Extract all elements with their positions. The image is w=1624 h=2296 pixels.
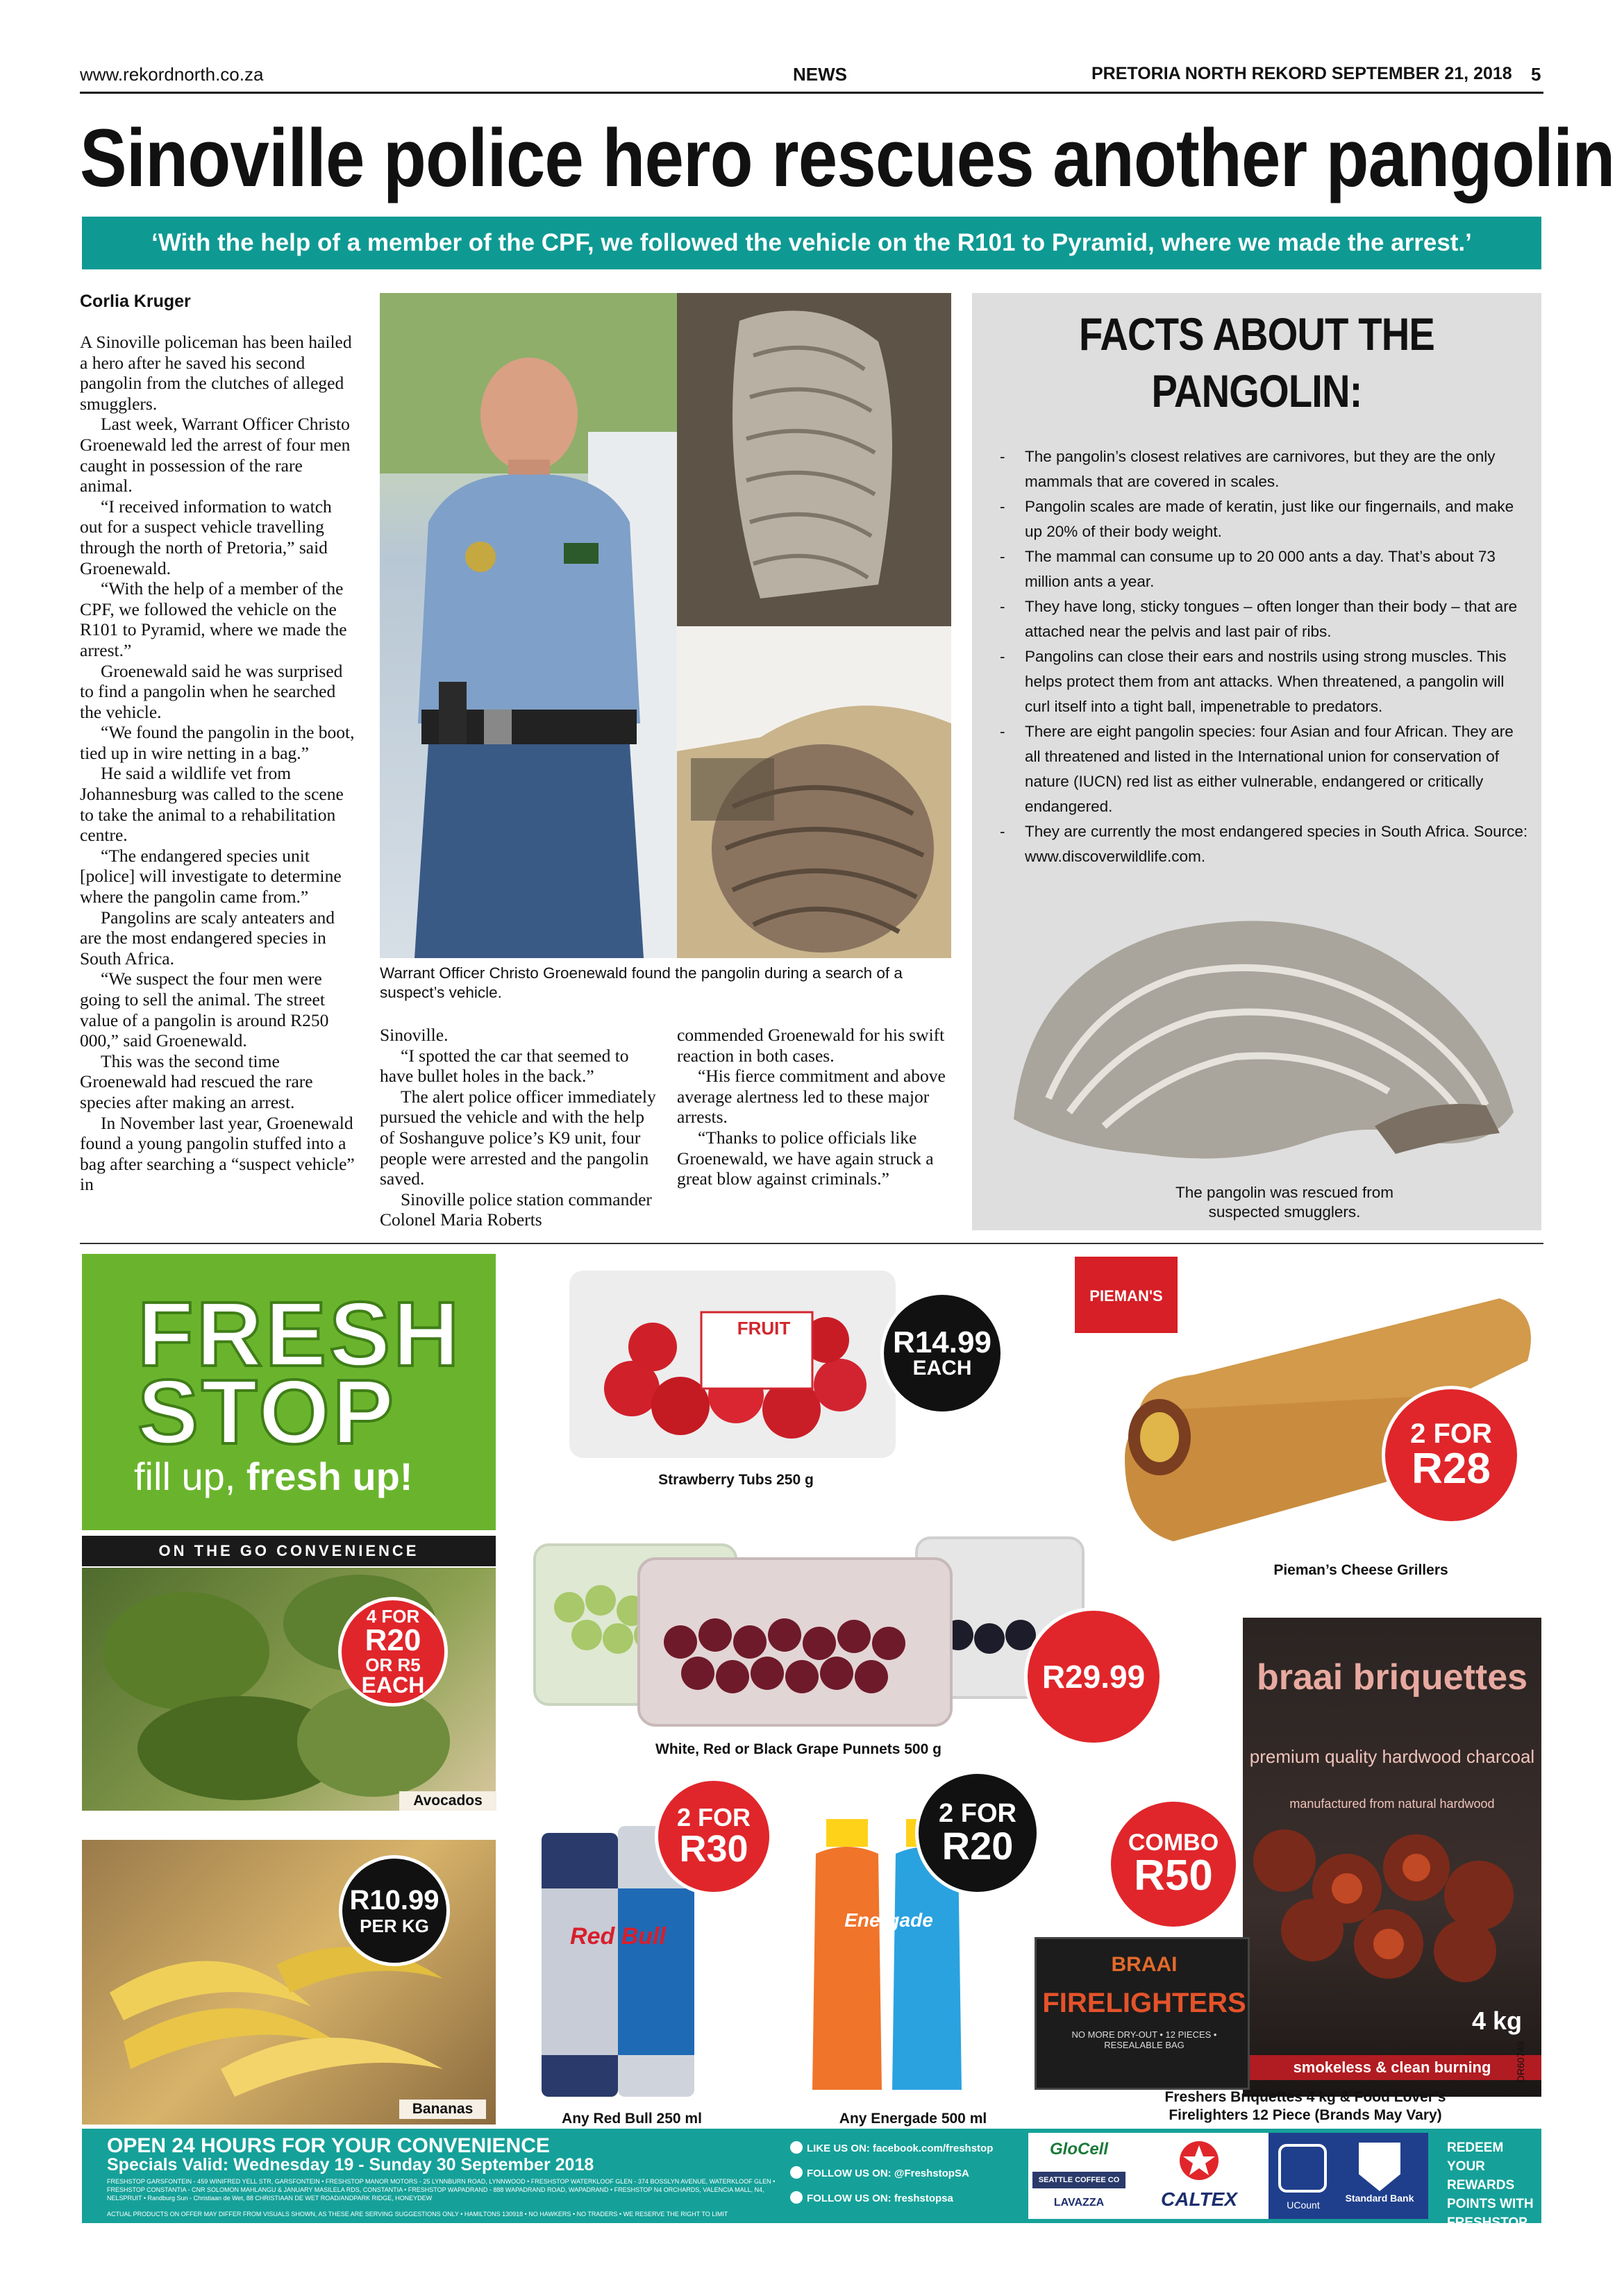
briquettes-bottom-band: smokeless & clean burning [1243,2055,1541,2080]
paragraph: “We suspect the four men were going to sell the animal. The street value of a pangolin is around R250 000,” said Groenewald. [80,969,329,1051]
redbull-price-badge: 2 FOR R30 [655,1777,773,1895]
briquettes-title: braai briquettes [1256,1657,1528,1698]
ucount-icon [1278,2144,1327,2193]
pangolin-in-bag-photo-2 [677,626,951,958]
banana-price-badge: R10.99 PER KG [339,1855,450,1966]
paragraph: “I spotted the car that seemed to have bullet holes in the back.” [380,1045,629,1087]
officer-illustration [380,293,677,958]
lavazza-logo: LAVAZZA [1053,2197,1105,2209]
strawberry-illustration [569,1271,896,1458]
footer-open-hours: OPEN 24 HOURS FOR YOUR CONVENIENCE [107,2134,550,2157]
energade-price-badge: 2 FOR R20 [915,1770,1040,1895]
pangolin-net-illustration [677,626,951,958]
tagline: fill up, fresh up! [134,1455,413,1498]
instagram-icon [790,2191,803,2204]
fact-item: - They are currently the most endangered species in South Africa. Source: www.discoverwildlife.com. [1000,823,1528,865]
photo-caption: Warrant Officer Christo Groenewald found the pangolin during a search of a suspect’s vehicle. [380,964,903,1001]
briquettes-weight: 4 kg [1472,2006,1523,2035]
avocado-illustration [82,1568,496,1811]
paragraph: “I received information to watch out for a suspect vehicle travelling through the north of Pretoria,” said Groenewald. [80,496,332,578]
briquettes-subtitle: premium quality hardwood charcoal [1249,1746,1535,1767]
briquettes-bag [1243,1618,1541,2097]
paragraph: “We found the pangolin in the boot, tied up in wire netting in a bag.” [80,722,355,763]
pieman-price-badge: 2 FOR R28 [1382,1386,1521,1525]
paragraph: The alert police officer immediately pursued the vehicle and with the help of Soshanguve police’s K9 unit, four people were arrested and the pangolin saved. [380,1086,656,1189]
paragraph: A Sinoville policeman has been hailed a hero after he saved his second pangolin from the clutches of alleged smugglers. [80,332,352,414]
officer-photo [380,293,677,958]
paper-date: PRETORIA NORTH REKORD SEPTEMBER 21, 2018 [1091,64,1512,83]
on-the-go-banner: ON THE GO CONVENIENCE [82,1536,496,1566]
avocado-photo [82,1568,496,1811]
section-rule [80,1243,1543,1244]
fact-item: - Pangolin scales are made of keratin, just like our fingernails, and make up 20% of their body weight. [1000,498,1514,540]
website-url[interactable]: www.rekordnorth.co.za [80,64,264,85]
fact-item: - There are eight pangolin species: four Asian and four African. They are all threatened and listed in the International union for conservation of nature (IUCN) red list as either vulnerable, endangered or critically endangered. [1000,723,1514,815]
strawberry-label: Strawberry Tubs 250 g [658,1472,814,1488]
freshstop-logo: FRESH STOP [137,1283,462,1463]
article-column-3 [677,1025,955,1189]
paragraph: In November last year, Groenewald found a young pangolin stuffed into a bag after searching a “suspect vehicle” in [80,1112,355,1195]
twitter-link[interactable]: FOLLOW US ON: @FreshstopSA [790,2166,969,2179]
paragraph: “With the help of a member of the CPF, we followed the vehicle on the R101 to Pyramid, where we made the arrest.” [80,578,347,660]
avocado-label: Avocados [399,1791,496,1811]
paragraph: Groenewald said he was surprised to find a pangolin when he searched the vehicle. [80,660,343,722]
fact-item: - They have long, sticky tongues – often longer than their body – that are attached near the pelvis and last pair of ribs. [1000,598,1518,640]
fact-item: - The mammal can consume up to 20 000 ants a day. That’s about 73 million ants a year. [1000,548,1496,590]
paragraph: Last week, Warrant Officer Christo Groenewald led the arrest of four men caught in possession of the rare animal. [80,414,351,496]
strawberry-price-badge: R14.99 EACH [880,1291,1004,1415]
footer-addresses: FRESHSTOP GARSFONTEIN - 459 WINIFRED YELL STR, GARSFONTEIN • FRESHSTOP MANOR MOTORS - 25 LYNNBURN ROAD, LYNNWOOD • FRESHSTOP WATERKLOOF GLEN - 374 BOSSLYN AVENUE, WATERKLOOF GLEN • FRESHSTOP CONSTANTIA - CNR SOLOMON MAHLANGU & JANUARY MASILELA RDS, CONSTANTIA • FRESHSTOP WAPADRAND - 888 WAPADRAND ROAD, WAPADRAND • FRESHSTOP N4 ORCHARDS, VALENCIA MALL, N4, NELSPRUIT • Randburg Sun - Christiaan de Wet, 88 CHRISTIAAN DE WET ROAD/ANDPARK RIDGE, HONEYDEW [107,2178,776,2202]
ad-code: OR60749 [1515,2041,1526,2083]
firelighters-note: NO MORE DRY-OUT • 12 PIECES • RESEALABLE BAG [1071,2029,1217,2050]
paragraph: “The endangered species unit [police] will investigate to determine where the pangolin came from.” [80,845,342,907]
footer-specials: Specials Valid: Wednesday 19 - Sunday 30 September 2018 [107,2155,594,2175]
paragraph: “Thanks to police officials like Groenewald, we have again struck a great blow against criminals.” [677,1127,934,1189]
header-rule [80,92,1543,94]
partner-logos-panel [1028,2133,1130,2219]
article-column-2 [380,1025,658,1230]
ucount-standard-bank-panel [1269,2133,1428,2219]
combo-price-badge: COMBO R50 [1107,1798,1239,1930]
byline: Corlia Kruger [80,292,191,311]
avocado-price-badge: 4 FOR R20 OR R5 EACH [338,1597,448,1707]
page-number: 5 [1531,64,1541,85]
fact-item: - Pangolins can close their ears and nostrils using strong muscles. This helps protect them from ant attacks. When threatened, a pangolin will curl itself into a tight ball, impenetrable to predators. [1000,648,1507,715]
paragraph: This was the second time Groenewald had rescued the rare species after making an arrest. [80,1050,313,1112]
energade-label: Any Energade 500 ml [839,2111,987,2127]
facts-list [1000,444,1531,869]
pull-quote-bar: ‘With the help of a member of the CPF, we followed the vehicle on the R101 to Pyramid, where we made the arrest.’ [82,217,1541,269]
freshstop-logo-panel [82,1254,496,1530]
pangolin-caption: The pangolin was rescued from suspected smugglers. [1175,1184,1393,1221]
instagram-link[interactable]: FOLLOW US ON: freshstopsa [790,2191,953,2204]
redbull-label: Any Red Bull 250 ml [562,2111,702,2127]
standard-bank-logo: Standard Bank [1345,2193,1414,2204]
facebook-icon [790,2141,803,2154]
standard-bank-shield-icon [1359,2143,1400,2191]
caltex-logo: CALTEX [1161,2188,1237,2210]
paragraph: Sinoville. [380,1025,449,1045]
redeem-rewards-text: REDEEM YOUR REWARDS POINTS WITH FRESHSTOP AT CALTEX. [1447,2140,1534,2249]
seattle-coffee-logo: SEATTLE COFFEE CO [1032,2172,1125,2188]
facebook-link[interactable]: LIKE US ON: facebook.com/freshstop [790,2141,993,2154]
redbull-can-text: Red Bull [570,1923,666,1950]
pangolin-in-bag-photo-1 [677,293,951,626]
strawberry-pack-label: FRUIT [737,1318,791,1339]
article-column-1 [80,332,358,1195]
grape-photo [528,1517,1090,1732]
firelighters-brand: BRAAI [1111,1953,1178,1976]
grape-label: White, Red or Black Grape Punnets 500 g [655,1741,941,1757]
briquettes-note: manufactured from natural hardwood [1289,1797,1495,1811]
ad-footer [82,2129,1541,2249]
firelighters-title: FIRELIGHTERS [1042,1988,1246,2018]
energade-bottle-text: Energade [844,1909,933,1931]
paragraph: He said a wildlife vet from Johannesburg was called to the scene to take the animal to a rehabilitation centre. [80,763,344,846]
caltex-star-icon [1178,2140,1220,2181]
section-label: NEWS [793,64,847,85]
paragraph: “His fierce commitment and above average alertness led to these major arrests. [677,1066,946,1128]
facts-title: FACTS ABOUT THE PANGOLIN: [1079,308,1434,417]
grape-price-badge: R29.99 [1024,1607,1163,1746]
grape-illustration [528,1517,1090,1732]
strawberry-photo [569,1271,896,1458]
briquettes-label: Freshers Briquettes 4 kg & Food Lover’s Firelighters 12 Piece (Brands May Vary) [1164,2089,1446,2123]
paragraph: Pangolins are scaly anteaters and are the most endangered species in South Africa. [80,907,335,969]
footer-disclaimer: ACTUAL PRODUCTS ON OFFER MAY DIFFER FROM VISUALS SHOWN, AS THESE ARE SERVING SUGGESTIONS ONLY • HAMILTONS 130918 • NO HAWKERS • NO TRADERS • WE RESERVE THE RIGHT TO LIMIT [107,2211,728,2218]
pieman-label: Pieman’s Cheese Grillers [1273,1562,1448,1578]
headline: Sinoville police hero rescues another pangolin [80,112,1615,204]
ucount-logo: UCount [1287,2199,1320,2211]
facts-box [972,293,1541,1230]
pangolin-scales-illustration [677,293,951,626]
paragraph: commended Groenewald for his swift reaction in both cases. [677,1025,945,1066]
glocell-logo: GloCell [1049,2140,1108,2159]
paragraph: Sinoville police station commander Colonel Maria Roberts [380,1189,652,1230]
firelighters-box [1035,1937,1250,2090]
fact-item: - The pangolin’s closest relatives are carnivores, but they are the only mammals that are covered in scales. [1000,448,1496,490]
pieman-logo: PIEMAN'S [1089,1287,1163,1305]
caltex-logo-panel [1130,2133,1269,2219]
pangolin-illustration [986,890,1534,1182]
banana-label: Bananas [399,2100,486,2119]
twitter-icon [790,2166,803,2179]
